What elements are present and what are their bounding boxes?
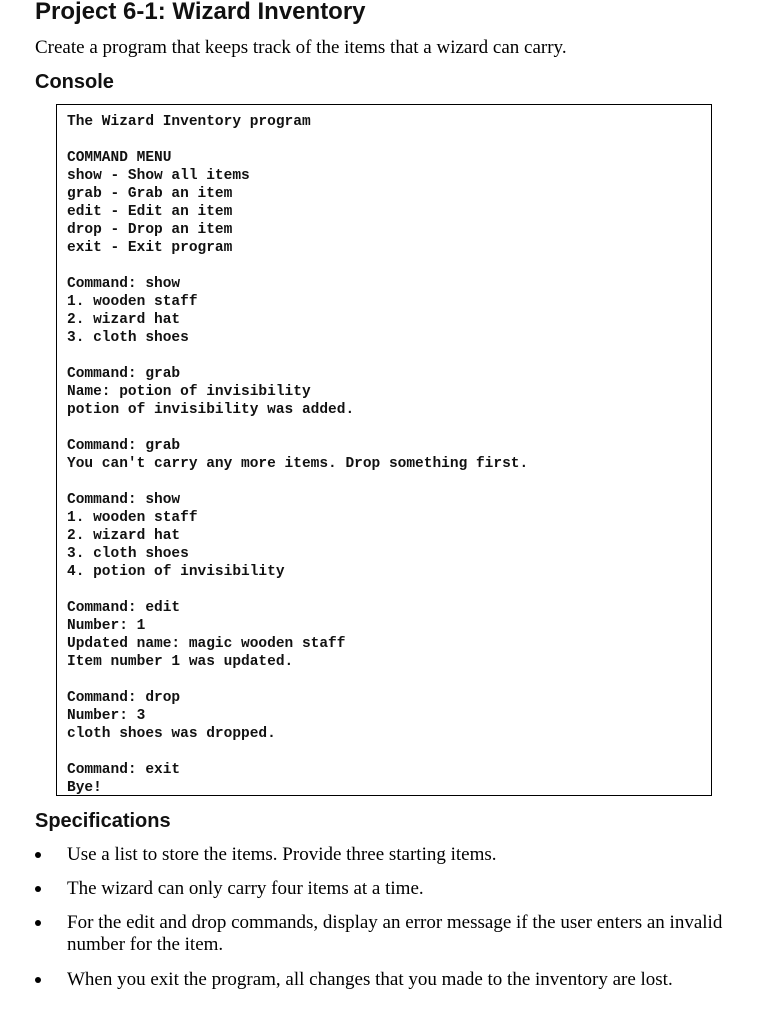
specifications-heading: Specifications — [35, 810, 171, 832]
console-line: Command: grab — [67, 438, 181, 454]
console-line: Command: show — [67, 276, 181, 292]
console-line: Command: edit — [67, 600, 181, 616]
bullet-icon — [35, 886, 41, 892]
specification-text: Use a list to store the items. Provide three starting items. — [67, 844, 497, 865]
console-line: Name: potion of invisibility — [67, 384, 311, 400]
console-line: Number: 1 — [67, 618, 146, 634]
specification-item — [35, 969, 725, 991]
console-line: grab - Grab an item — [67, 186, 233, 202]
console-line — [67, 131, 711, 149]
console-line: You can't carry any more items. Drop something first. — [67, 456, 529, 472]
console-line: 1. wooden staff — [67, 294, 198, 310]
console-line: Updated name: magic wooden staff — [67, 636, 346, 652]
specification-item — [35, 878, 725, 900]
console-line: exit - Exit program — [67, 240, 233, 256]
console-line: Item number 1 was updated. — [67, 654, 294, 670]
page-title: Project 6-1: Wizard Inventory — [35, 0, 366, 25]
console-line: Command: exit — [67, 762, 181, 778]
console-line: cloth shoes was dropped. — [67, 726, 276, 742]
console-line: The Wizard Inventory program — [67, 114, 311, 130]
console-line — [67, 257, 711, 275]
console-line: 4. potion of invisibility — [67, 564, 285, 580]
console-line: Command: drop — [67, 690, 181, 706]
console-line: 1. wooden staff — [67, 510, 198, 526]
specification-text: The wizard can only carry four items at a time. — [67, 878, 424, 899]
bullet-icon — [35, 920, 41, 926]
console-line — [67, 671, 711, 689]
console-line — [67, 743, 711, 761]
specification-item — [35, 912, 725, 956]
specification-text: When you exit the program, all changes that you made to the inventory are lost. — [67, 969, 673, 990]
console-line: potion of invisibility was added. — [67, 402, 355, 418]
specifications-list — [35, 844, 725, 1003]
console-line: 3. cloth shoes — [67, 330, 189, 346]
console-heading: Console — [35, 71, 114, 93]
console-line — [67, 419, 711, 437]
console-line: Number: 3 — [67, 708, 146, 724]
console-line: edit - Edit an item — [67, 204, 233, 220]
console-line: 2. wizard hat — [67, 312, 181, 328]
console-line — [67, 347, 711, 365]
console-line: 3. cloth shoes — [67, 546, 189, 562]
console-line: Command: grab — [67, 366, 181, 382]
console-line — [67, 581, 711, 599]
console-line: drop - Drop an item — [67, 222, 233, 238]
console-line: COMMAND MENU — [67, 150, 172, 166]
console-line: 2. wizard hat — [67, 528, 181, 544]
specification-text: For the edit and drop commands, display an error message if the user enters an invalid number for the item. — [67, 912, 723, 955]
console-line: Command: show — [67, 492, 181, 508]
intro-text: Create a program that keeps track of the items that a wizard can carry. — [35, 37, 567, 58]
console-output-box — [56, 104, 712, 796]
specification-item — [35, 844, 725, 866]
console-line: show - Show all items — [67, 168, 250, 184]
bullet-icon — [35, 852, 41, 858]
console-line: Bye! — [67, 780, 102, 796]
bullet-icon — [35, 977, 41, 983]
console-line — [67, 473, 711, 491]
